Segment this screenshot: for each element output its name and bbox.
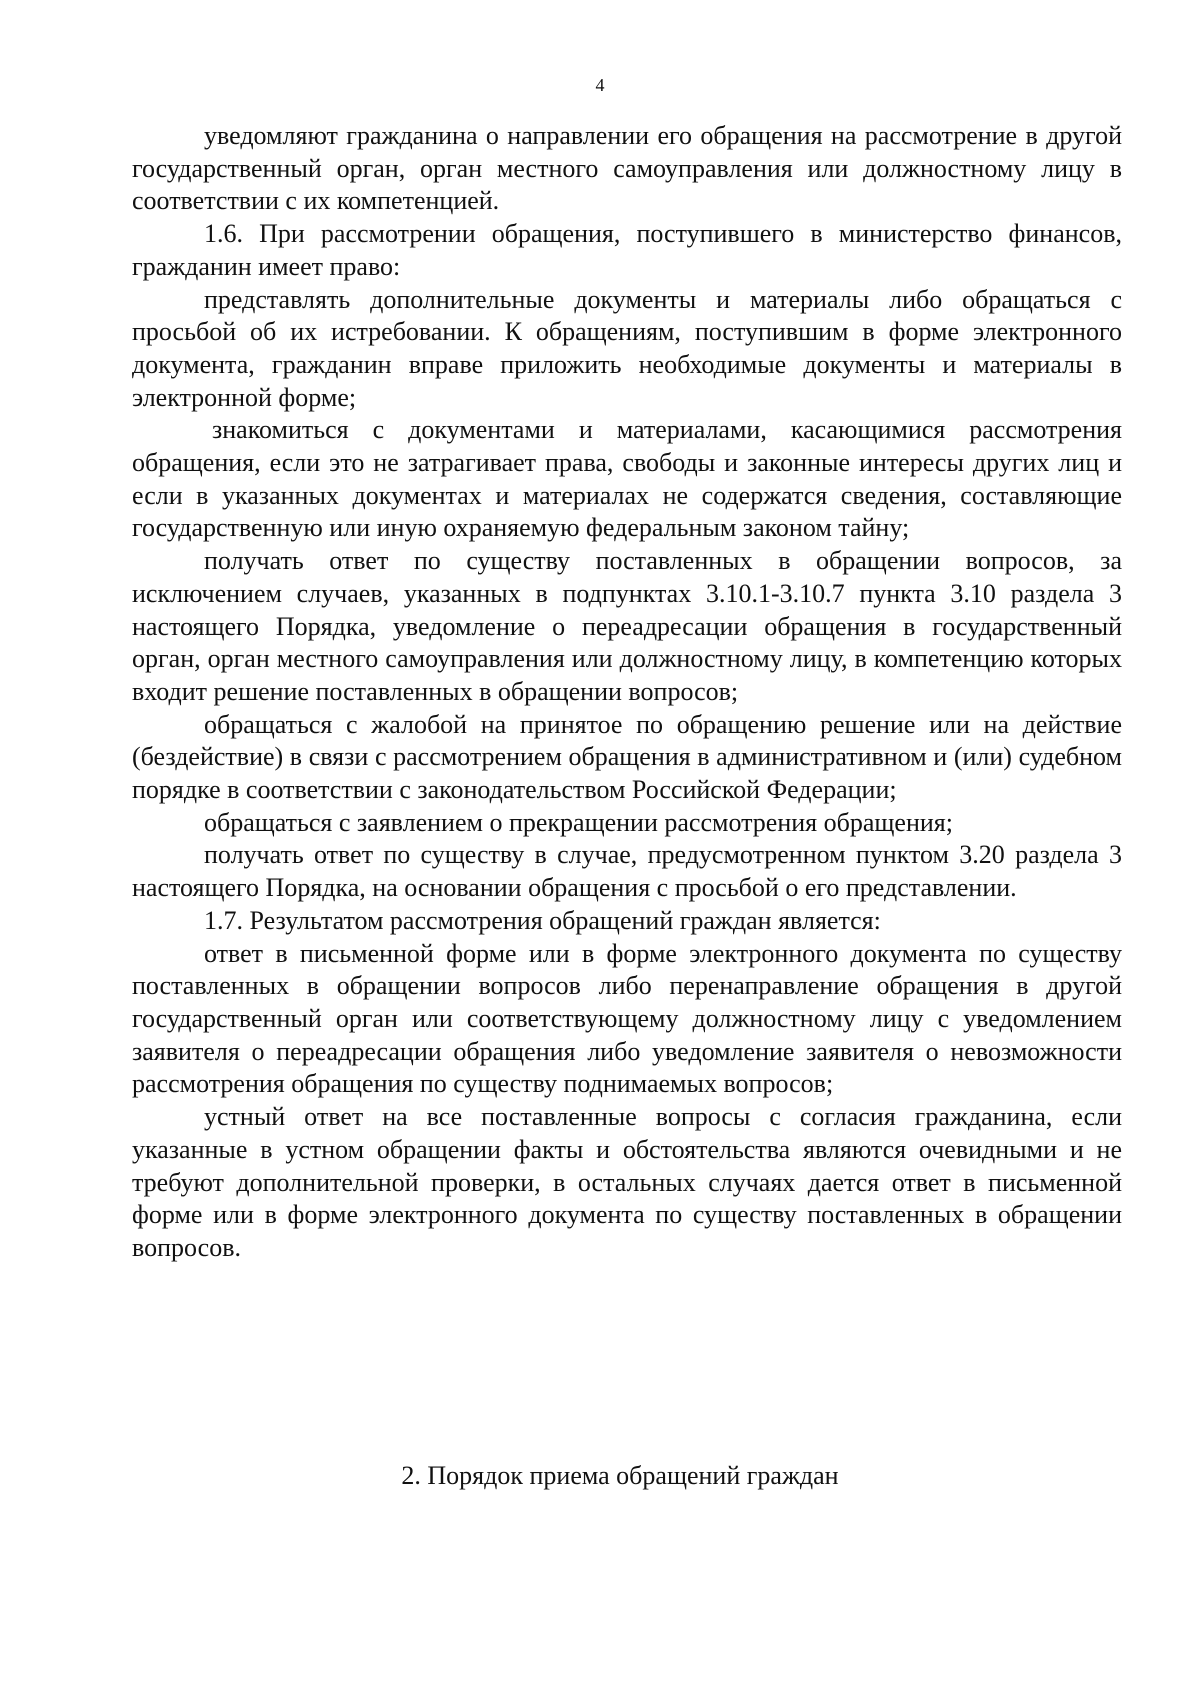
document-body (132, 120, 1122, 1265)
paragraph-1-6-rights: 1.6. При рассмотрении обращения, поступившего в министерство финансов, гражданин имеет право: (132, 219, 1122, 281)
paragraph-1-7-result: 1.7. Результатом рассмотрения обращений граждан является: (204, 905, 881, 935)
paragraph-complaint: обращаться с жалобой на принятое по обращению решение или на действие (бездействие) в связи с рассмотрением обращения в административном и (или) судебном порядке в соответствии с законодательством Российской Федерации; (132, 709, 1122, 805)
paragraph-withdraw: обращаться с заявлением о прекращении рассмотрения обращения; (204, 807, 953, 837)
paragraph-submit-documents: представлять дополнительные документы и материалы либо обращаться с просьбой об их истребовании. К обращениям, поступившим в форме электронного документа, гражданин вправе приложить необходимые документы и материалы в электронной форме; (132, 284, 1122, 412)
paragraph-review-documents: знакомиться с документами и материалами, касающимися рассмотрения обращения, если это не затрагивает права, свободы и законные интересы других лиц и если в указанных документах и материалах не содержатся сведения, составляющие государственную или иную охраняемую федеральным законом тайну; (132, 415, 1122, 543)
paragraph-answer-3-20: получать ответ по существу в случае, предусмотренном пунктом 3.20 раздела 3 настоящего Порядка, на основании обращения с просьбой о его представлении. (132, 840, 1122, 903)
paragraph-receive-answer: получать ответ по существу поставленных в обращении вопросов, за исключением случаев, указанных в подпунктах 3.10.1-3.10.7 пункта 3.10 раздела 3 настоящего Порядка, уведомление о переадресации обращения в государственный орган, орган местного самоуправления или должностному лицу, в компетенцию которых входит решение поставленных в обращении вопросов; (132, 546, 1122, 706)
section-heading: 2. Порядок приема обращений граждан (401, 1461, 839, 1490)
paragraph-oral-answer: устный ответ на все поставленные вопросы с согласия гражданина, если указанные в устном обращении факты и обстоятельства являются очевидными и не требуют дополнительной проверки, в остальных случаях дается ответ в письменной форме или в форме электронного документа по существу поставленных в обращении вопросов. (132, 1102, 1122, 1262)
paragraph-notify-citizen: уведомляют гражданина о направлении его обращения на рассмотрение в другой государственный орган, орган местного самоуправления или должностному лицу в соответствии с их компетенцией. (132, 121, 1122, 216)
paragraph-written-answer: ответ в письменной форме или в форме электронного документа по существу поставленных в обращении вопросов либо перенаправление обращения в другой государственный орган или соответствующему должностному лицу с уведомлением заявителя о переадресации обращения либо уведомление заявителя о невозможности рассмотрения обращения по существу поднимаемых вопросов; (132, 938, 1122, 1099)
page-number: 4 (595, 75, 605, 95)
